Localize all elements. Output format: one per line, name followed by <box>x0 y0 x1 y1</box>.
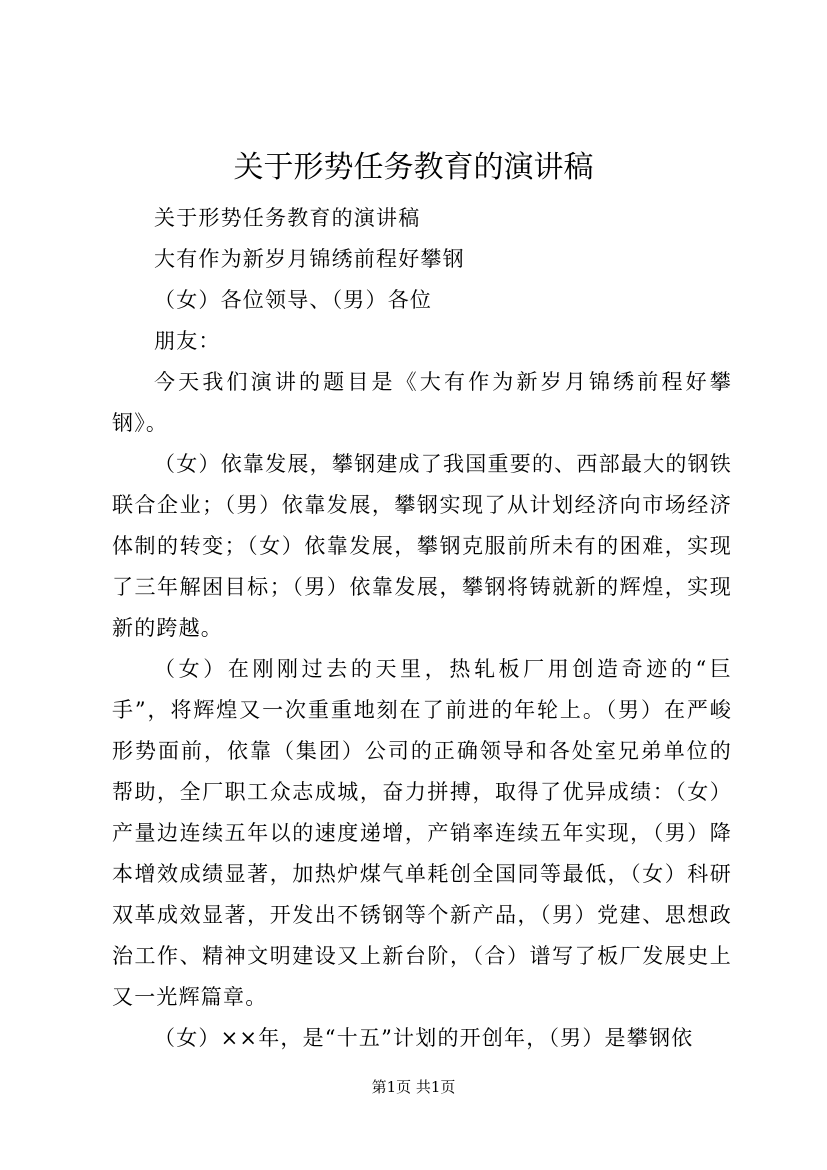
paragraph: （女）××年，是“十五”计划的开创年，（男）是攀钢依 <box>154 1026 694 1050</box>
paragraph: 关于形势任务教育的演讲稿 <box>154 206 421 230</box>
paragraph: 朋友： <box>154 329 221 353</box>
paragraph: 大有作为新岁月锦绣前程好攀钢 <box>154 247 465 271</box>
page-title: 关于形势任务教育的演讲稿 <box>233 150 594 185</box>
paragraph: 今天我们演讲的题目是《大有作为新岁月锦绣前程好攀钢》。 <box>112 370 732 435</box>
page-footer: 第1页 共1页 <box>371 1078 456 1096</box>
paragraph: （女）各位领导、（男）各位 <box>154 288 433 312</box>
paragraph: （女）在刚刚过去的天里，热轧板厂用创造奇迹的“巨手”，将辉煌又一次重重地刻在了前进的年轮上。（男）在严峻形势面前，依靠（集团）公司的正确领导和各处室兄弟单位的帮助，全厂职工众志成城，奋力拼搏，取得了优异成绩：（女）产量边连续五年以的速度递增，产销率连续五年实现，（男）降本增效成绩显著，加热炉煤气单耗创全国同等最低，（女）科研双革成效显著，开发出不锈钢等个新产品，（男）党建、思想政治工作、精神文明建设又上新台阶，（合）谱写了板厂发展史上又一光辉篇章。 <box>112 657 732 1009</box>
paragraph: （女）依靠发展，攀钢建成了我国重要的、西部最大的钢铁联合企业；（男）依靠发展，攀钢实现了从计划经济向市场经济体制的转变；（女）依靠发展，攀钢克服前所未有的困难，实现了三年解困目标；（男）依靠发展，攀钢将铸就新的辉煌，实现新的跨越。 <box>112 452 732 640</box>
document-body <box>112 198 732 1059</box>
